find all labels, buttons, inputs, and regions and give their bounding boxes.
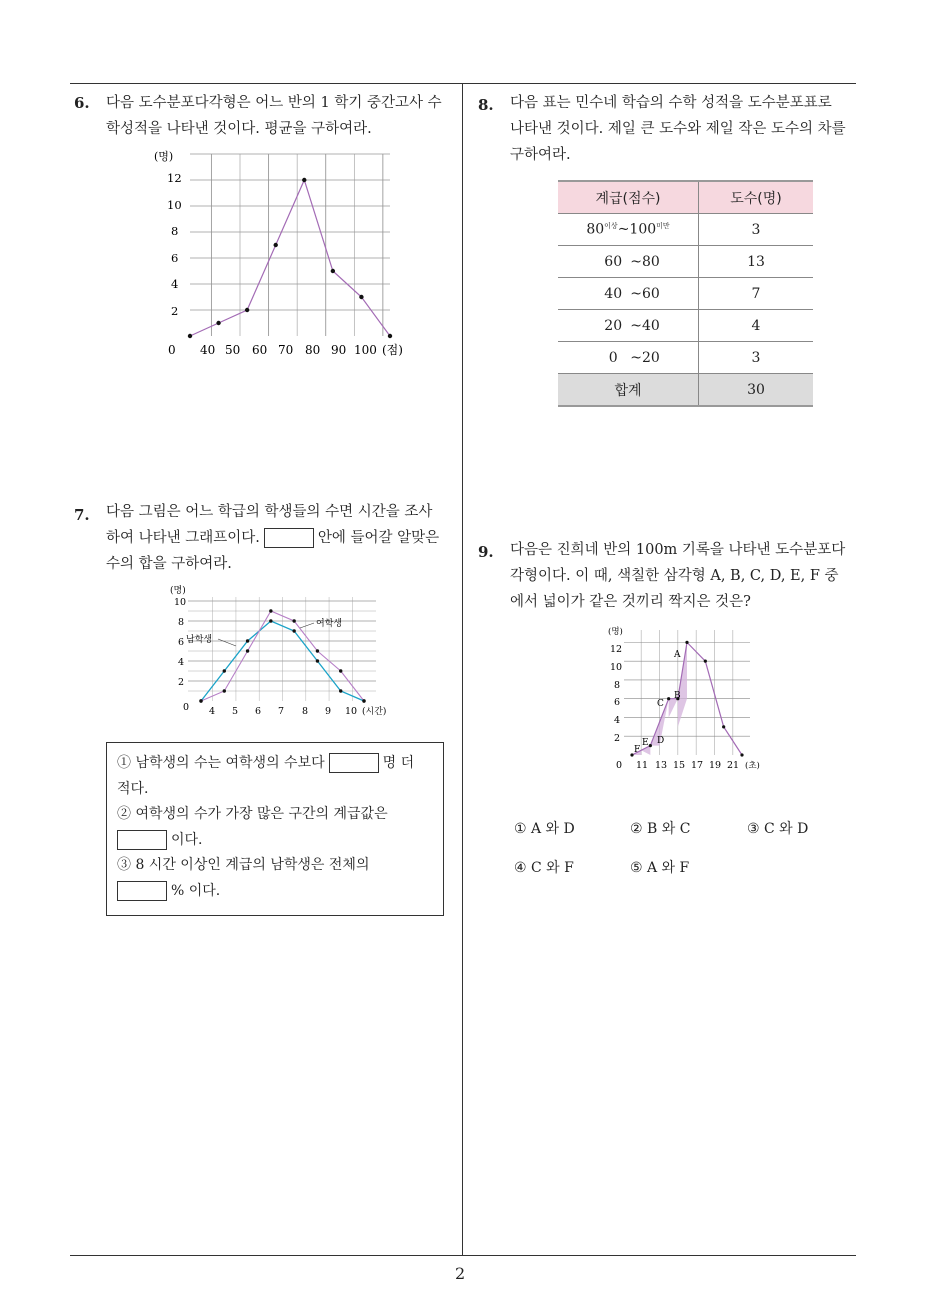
table-cell-class xyxy=(558,214,699,246)
q7-data-point xyxy=(339,689,342,692)
q6-data-point xyxy=(331,269,335,273)
table-cell-freq: 7 xyxy=(699,278,814,310)
range-end: ~40 xyxy=(630,317,660,334)
q7-data-point xyxy=(246,649,249,652)
q7-blank1 xyxy=(329,753,379,773)
q6-chart xyxy=(150,146,420,362)
range-sup-above: 이상 xyxy=(604,222,618,231)
table-row xyxy=(558,310,813,342)
q9-choice-4[interactable]: ④ C 와 F xyxy=(514,860,574,876)
q8-number: 8. xyxy=(478,96,494,114)
q7-data-point xyxy=(199,699,202,702)
q7-data-point xyxy=(292,619,295,622)
q6-data-point xyxy=(245,308,249,312)
q6-text xyxy=(106,90,458,142)
q9-xtick: 17 xyxy=(691,760,704,771)
range-start: 80 xyxy=(586,221,605,238)
q9-data-point xyxy=(722,725,725,728)
q7-data-point xyxy=(316,649,319,652)
q6-data-point xyxy=(188,334,192,338)
q9-chart xyxy=(604,622,794,774)
bottom-rule xyxy=(70,1255,856,1256)
q7-line1: 다음 그림은 어느 학급의 학생들의 수면 시간을 조사 xyxy=(106,504,433,520)
q9-x-unit: (초) xyxy=(745,761,760,771)
q7-line3: 수의 합을 구하여라. xyxy=(106,556,232,572)
q7-ytick: 8 xyxy=(178,617,185,628)
table-cell-freq: 3 xyxy=(699,342,814,374)
q8-text xyxy=(510,90,862,168)
table-cell-freq: 3 xyxy=(699,214,814,246)
q7-grid xyxy=(188,597,376,701)
q9-triangle-C xyxy=(669,699,678,718)
q6-xtick: 60 xyxy=(252,343,268,357)
table-row xyxy=(558,278,813,310)
q7-label-male: 남학생 xyxy=(186,635,213,645)
q7-box-item2-cont xyxy=(117,828,433,854)
q6-ytick: 2 xyxy=(171,304,179,318)
q6-data-point xyxy=(388,334,392,338)
q7-ytick: 6 xyxy=(178,637,185,648)
q7-line2b: 안에 들어갈 알맞은 xyxy=(317,530,440,546)
q7-xtick: 0 xyxy=(183,702,190,713)
q7-line2a: 하여 나타낸 그래프이다. xyxy=(106,530,260,546)
q6-ytick: 12 xyxy=(167,171,182,185)
q7-ytick: 10 xyxy=(174,597,187,608)
q6-ytick: 8 xyxy=(171,224,179,238)
q7-box-item3: ③ 8 시간 이상인 계급의 남학생은 전체의 xyxy=(117,857,370,873)
q9-choice-3[interactable]: ③ C 와 D xyxy=(747,821,809,837)
q7-data-point xyxy=(246,639,249,642)
q6-ytick: 10 xyxy=(167,198,182,212)
q9-y-unit: (명) xyxy=(608,627,623,637)
q9-choice-2[interactable]: ② B 와 C xyxy=(630,821,691,837)
q7-x-unit: (시간) xyxy=(362,707,387,717)
q9-choice-5[interactable]: ⑤ A 와 F xyxy=(630,860,690,876)
table-header-freq: 도수(명) xyxy=(699,181,814,214)
q7-xtick: 8 xyxy=(302,706,309,717)
q9-ytick: 8 xyxy=(614,680,621,691)
q7-xtick: 10 xyxy=(345,706,358,717)
table-total-label: 합계 xyxy=(558,374,699,407)
q7-text xyxy=(106,499,458,577)
q7-data-point xyxy=(269,609,272,612)
q9-label-A: A xyxy=(674,650,681,660)
q6-data-point xyxy=(274,243,278,247)
q7-xtick: 5 xyxy=(232,706,239,717)
q6-data-point xyxy=(359,295,363,299)
table-row xyxy=(558,246,813,278)
q6-ytick: 6 xyxy=(171,251,179,265)
q9-label-F: F xyxy=(634,745,641,755)
top-rule xyxy=(70,83,856,84)
center-divider xyxy=(462,83,463,1255)
q9-ytick: 2 xyxy=(614,733,621,744)
q7-blank2 xyxy=(117,830,167,850)
q9-triangle-B xyxy=(678,699,687,727)
q9-data-point xyxy=(667,697,670,700)
q9-data-point xyxy=(649,744,652,747)
q6-data-point xyxy=(302,178,306,182)
q7-data-point xyxy=(223,669,226,672)
q7-box-item2-tail: 이다. xyxy=(171,831,203,848)
table-cell-class xyxy=(558,246,699,278)
range-start: 40 xyxy=(604,285,623,302)
q7-chart xyxy=(166,584,396,724)
q9-data-point xyxy=(704,660,707,663)
q9-xtick: 13 xyxy=(655,760,668,771)
range-end: ~60 xyxy=(630,285,660,302)
range-end: ~20 xyxy=(630,349,660,366)
q7-box-item1 xyxy=(117,751,433,777)
q6-xtick: 100 xyxy=(354,343,377,357)
table-cell-class xyxy=(558,342,699,374)
q7-number: 7. xyxy=(74,506,90,524)
table-total-row xyxy=(558,374,813,407)
q7-box-item1-text: ① 남학생의 수는 여학생의 수보다 xyxy=(117,755,325,771)
range-end: ~100 xyxy=(617,221,657,238)
q9-text xyxy=(510,537,862,615)
range-sup-below: 미만 xyxy=(656,222,670,231)
q9-label-E: E xyxy=(642,738,649,748)
table-row xyxy=(558,342,813,374)
range-start: 0 xyxy=(608,349,618,366)
q9-xtick: 0 xyxy=(616,760,623,771)
q6-number: 6. xyxy=(74,94,90,112)
q8-line2: 나타낸 것이다. 제일 큰 도수와 제일 작은 도수의 차를 xyxy=(510,121,846,137)
q7-data-point xyxy=(223,689,226,692)
q9-xtick: 15 xyxy=(673,760,686,771)
q7-ytick: 2 xyxy=(178,677,185,688)
q9-data-point xyxy=(685,641,688,644)
q9-label-D: D xyxy=(657,736,665,746)
q6-xtick: 50 xyxy=(225,343,241,357)
q9-choice-1[interactable]: ① A 와 D xyxy=(514,821,575,837)
q7-label-female-leader xyxy=(300,623,314,628)
q7-box-item2: ② 여학생의 수가 가장 많은 구간의 계급값은 xyxy=(117,806,388,822)
q6-grid xyxy=(190,154,390,336)
page-number: 2 xyxy=(455,1264,466,1283)
q7-label-female: 여학생 xyxy=(316,619,343,629)
q7-box-item3-tail: % 이다. xyxy=(171,882,221,899)
q9-label-C: C xyxy=(657,699,664,709)
q8-line3: 구하여라. xyxy=(510,147,571,163)
q8-line1: 다음 표는 민수네 학습의 수학 성적을 도수분포표로 xyxy=(510,95,832,111)
q9-ytick: 12 xyxy=(610,644,623,655)
q7-box-item3-cont xyxy=(117,879,433,905)
q9-xtick: 21 xyxy=(727,760,740,771)
q9-number: 9. xyxy=(478,543,494,561)
q7-data-point xyxy=(292,629,295,632)
table-cell-freq: 4 xyxy=(699,310,814,342)
q9-label-B: B xyxy=(674,691,681,701)
q9-data-point xyxy=(740,753,743,756)
q6-xtick: 0 xyxy=(168,343,176,357)
q7-data-point xyxy=(269,619,272,622)
q9-ytick: 10 xyxy=(610,662,623,673)
q9-xtick: 11 xyxy=(636,760,649,771)
q7-data-point xyxy=(316,659,319,662)
table-header-row xyxy=(558,181,813,214)
table-cell-class xyxy=(558,278,699,310)
table-cell-class xyxy=(558,310,699,342)
q6-xtick: 90 xyxy=(331,343,347,357)
q8-frequency-table xyxy=(558,180,813,407)
q7-xtick: 9 xyxy=(325,706,332,717)
q9-line2: 각형이다. 이 때, 색칠한 삼각형 A, B, C, D, E, F 중 xyxy=(510,568,839,584)
q6-x-unit: (점) xyxy=(382,343,403,357)
q6-xtick: 80 xyxy=(305,343,321,357)
q7-xtick: 6 xyxy=(255,706,262,717)
q6-line2: 학성적을 나타낸 것이다. 평균을 구하여라. xyxy=(106,121,372,137)
q7-data-point xyxy=(339,669,342,672)
q6-xtick: 40 xyxy=(200,343,216,357)
q7-data-point xyxy=(362,699,365,702)
range-start: 60 xyxy=(604,253,623,270)
q9-ytick: 4 xyxy=(614,715,621,726)
q9-line3: 에서 넓이가 같은 것끼리 짝지은 것은? xyxy=(510,594,751,610)
q7-y-unit: (명) xyxy=(170,586,186,596)
q7-ytick: 4 xyxy=(178,657,185,668)
q7-line2 xyxy=(106,525,458,551)
table-header-class: 계급(점수) xyxy=(558,181,699,214)
q6-line1: 다음 도수분포다각형은 어느 반의 1 학기 중간고사 수 xyxy=(106,95,442,111)
q7-box-item1-cont: 적다. xyxy=(117,780,149,797)
table-cell-freq: 13 xyxy=(699,246,814,278)
range-start: 20 xyxy=(604,317,623,334)
q7-xtick: 4 xyxy=(209,706,216,717)
q6-ytick: 4 xyxy=(171,277,179,291)
q7-label-male-leader xyxy=(218,639,236,646)
q7-answer-blank xyxy=(264,528,314,548)
q9-xtick: 19 xyxy=(709,760,722,771)
table-total-value: 30 xyxy=(699,374,814,407)
q7-box-item1-tail: 명 더 xyxy=(382,755,415,771)
q7-xtick: 7 xyxy=(278,706,285,717)
table-row xyxy=(558,214,813,246)
q9-ytick: 6 xyxy=(614,697,621,708)
q9-line1: 다음은 진희네 반의 100m 기록을 나타낸 도수분포다 xyxy=(510,542,846,558)
q6-xtick: 70 xyxy=(278,343,294,357)
q7-blank3 xyxy=(117,881,167,901)
q7-answer-box xyxy=(106,742,444,916)
range-end: ~80 xyxy=(630,253,660,270)
q6-y-unit: (명) xyxy=(154,150,174,163)
q6-data-point xyxy=(216,321,220,325)
